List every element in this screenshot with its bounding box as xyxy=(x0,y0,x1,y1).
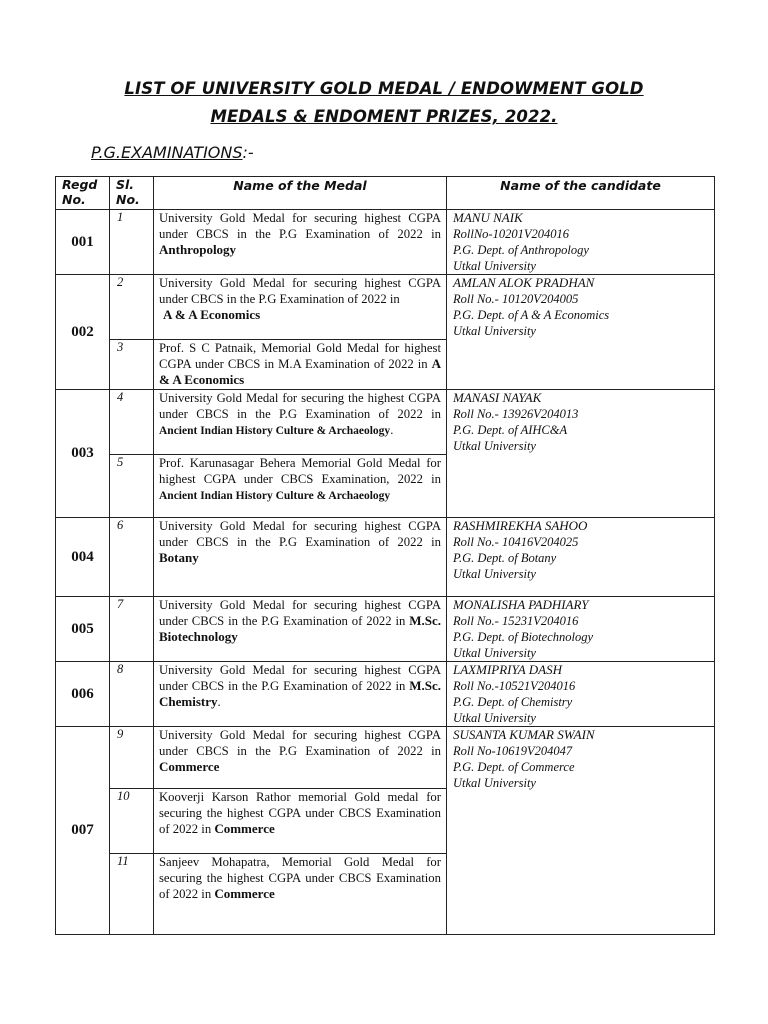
candidate-cell xyxy=(447,390,715,518)
section-suffix: :- xyxy=(242,143,254,162)
candidate-cell xyxy=(447,518,715,597)
sl-no-cell: 3 xyxy=(110,340,154,390)
candidate-university: Utkal University xyxy=(453,711,536,725)
section-label: P.G.EXAMINATIONS xyxy=(91,143,243,162)
sl-no-cell: 6 xyxy=(110,518,154,597)
medal-name-cell xyxy=(154,789,447,854)
candidate-dept: P.G. Dept. of AIHC&A xyxy=(453,423,568,437)
sl-no-cell: 8 xyxy=(110,662,154,727)
table-row xyxy=(56,597,715,662)
medal-name-cell xyxy=(154,518,447,597)
medal-description: Prof. S C Patnaik, Memorial Gold Medal for highest CGPA under CBCS in M.A Examination of 2022 in xyxy=(159,341,441,371)
medal-subject: A & A Economics xyxy=(159,356,441,387)
candidate-cell xyxy=(447,662,715,727)
medal-name-cell xyxy=(154,727,447,789)
candidate-university: Utkal University xyxy=(453,439,536,453)
medal-name-cell xyxy=(154,390,447,455)
candidate-dept: P.G. Dept. of Botany xyxy=(453,551,557,565)
table-row xyxy=(56,727,715,789)
medal-suffix: . xyxy=(217,695,221,709)
regd-no-cell: 003 xyxy=(56,390,110,518)
candidate-dept: P.G. Dept. of Anthropology xyxy=(453,243,589,257)
sl-no-cell: 5 xyxy=(110,455,154,518)
candidate-cell xyxy=(447,597,715,662)
table-row xyxy=(56,662,715,727)
regd-no-cell: 002 xyxy=(56,275,110,390)
medals-table xyxy=(55,176,715,935)
candidate-roll: RollNo-10201V204016 xyxy=(453,227,569,241)
medal-subject: Commerce xyxy=(159,759,220,774)
medal-subject: Ancient Indian History Culture & Archaeology xyxy=(159,490,391,502)
candidate-university: Utkal University xyxy=(453,324,536,338)
medal-subject: M.Sc. Chemistry xyxy=(159,678,441,709)
candidate-roll: Roll No.- 15231V204016 xyxy=(453,614,579,628)
candidate-dept: P.G. Dept. of Biotechnology xyxy=(453,630,594,644)
candidate-roll: Roll No.- 10120V204005 xyxy=(453,292,579,306)
medal-subject: Commerce xyxy=(214,821,275,836)
medal-subject: A & A Economics xyxy=(163,307,261,322)
medal-description: University Gold Medal for securing the highest CGPA under CBCS in the P.G Examination of 2022 in xyxy=(159,391,441,421)
candidate-name: LAXMIPRIYA DASH xyxy=(453,662,562,677)
candidate-name: AMLAN ALOK PRADHAN xyxy=(453,275,595,290)
table-row xyxy=(56,210,715,275)
medal-name-cell xyxy=(154,210,447,275)
section-heading xyxy=(91,143,254,162)
regd-no-cell: 004 xyxy=(56,518,110,597)
medal-description: University Gold Medal for securing highest CGPA under CBCS in the P.G Examination of 2022 in xyxy=(159,663,441,693)
candidate-dept: P.G. Dept. of A & A Economics xyxy=(453,308,610,322)
medal-description: University Gold Medal for securing highest CGPA under CBCS in the P.G Examination of 2022 in xyxy=(159,728,441,758)
sl-no-cell: 11 xyxy=(110,854,154,935)
candidate-university: Utkal University xyxy=(453,776,536,790)
medal-description: University Gold Medal for securing highest CGPA under CBCS in the P.G Examination of 2022 in xyxy=(159,211,441,241)
candidate-name: MANASI NAYAK xyxy=(453,390,542,405)
document-title-line-1: LIST OF UNIVERSITY GOLD MEDAL / ENDOWMENT GOLD xyxy=(124,79,644,98)
regd-no-cell: 007 xyxy=(56,727,110,935)
medal-description: University Gold Medal for securing highest CGPA under CBCS in the P.G Examination of 2022 in xyxy=(159,598,441,628)
candidate-name: MONALISHA PADHIARY xyxy=(453,597,589,612)
medal-description: Prof. Karunasagar Behera Memorial Gold Medal for highest CGPA under CBCS Examination, 2022 in xyxy=(159,456,441,486)
candidate-university: Utkal University xyxy=(453,567,536,581)
medal-subject: Commerce xyxy=(214,886,275,901)
medal-name-cell xyxy=(154,854,447,935)
header-candidate-name: Name of the candidate xyxy=(447,177,715,210)
medal-description: Sanjeev Mohapatra, Memorial Gold Medal for securing the highest CGPA under CBCS Examination of 2022 in xyxy=(159,855,441,901)
sl-no-cell: 9 xyxy=(110,727,154,789)
candidate-name: SUSANTA KUMAR SWAIN xyxy=(453,727,595,742)
sl-no-cell: 4 xyxy=(110,390,154,455)
sl-no-cell: 10 xyxy=(110,789,154,854)
candidate-name: RASHMIREKHA SAHOO xyxy=(453,518,588,533)
medal-name-cell xyxy=(154,340,447,390)
medal-description: Kooverji Karson Rathor memorial Gold medal for securing the highest CGPA under CBCS Examination of 2022 in xyxy=(159,790,441,836)
candidate-dept: P.G. Dept. of Chemistry xyxy=(453,695,573,709)
header-medal-name: Name of the Medal xyxy=(154,177,447,210)
sl-no-cell: 1 xyxy=(110,210,154,275)
header-sl-no: Sl. No. xyxy=(110,177,154,210)
table-row xyxy=(56,390,715,455)
candidate-roll: Roll No.-10521V204016 xyxy=(453,679,576,693)
medal-name-cell xyxy=(154,597,447,662)
table-row xyxy=(56,518,715,597)
table-header-row xyxy=(56,177,715,210)
table-row xyxy=(56,275,715,340)
sl-no-cell: 7 xyxy=(110,597,154,662)
candidate-cell xyxy=(447,727,715,935)
header-regd-no: Regd No. xyxy=(56,177,110,210)
candidate-cell xyxy=(447,210,715,275)
candidate-name: MANU NAIK xyxy=(453,210,523,225)
candidate-university: Utkal University xyxy=(453,646,536,660)
medal-name-cell xyxy=(154,662,447,727)
document-title-line-2: MEDALS & ENDOMENT PRIZES, 2022. xyxy=(210,107,558,126)
medal-subject: Botany xyxy=(159,550,199,565)
medal-name-cell xyxy=(154,275,447,340)
medal-subject: M.Sc. Biotechnology xyxy=(159,613,441,644)
medal-subject: Anthropology xyxy=(159,242,237,257)
medal-suffix: . xyxy=(390,423,394,437)
medal-description: University Gold Medal for securing highest CGPA under CBCS in the P.G Examination of 2022 in xyxy=(159,276,441,306)
candidate-dept: P.G. Dept. of Commerce xyxy=(453,760,575,774)
candidate-roll: Roll No-10619V204047 xyxy=(453,744,573,758)
regd-no-cell: 001 xyxy=(56,210,110,275)
sl-no-cell: 2 xyxy=(110,275,154,340)
medal-description: University Gold Medal for securing highest CGPA under CBCS in the P.G Examination of 2022 in xyxy=(159,519,441,549)
medal-name-cell xyxy=(154,455,447,518)
candidate-cell xyxy=(447,275,715,390)
medal-subject: Ancient Indian History Culture & Archaeology xyxy=(159,425,391,437)
regd-no-cell: 005 xyxy=(56,597,110,662)
candidate-roll: Roll No.- 10416V204025 xyxy=(453,535,579,549)
regd-no-cell: 006 xyxy=(56,662,110,727)
candidate-university: Utkal University xyxy=(453,259,536,273)
candidate-roll: Roll No.- 13926V204013 xyxy=(453,407,579,421)
